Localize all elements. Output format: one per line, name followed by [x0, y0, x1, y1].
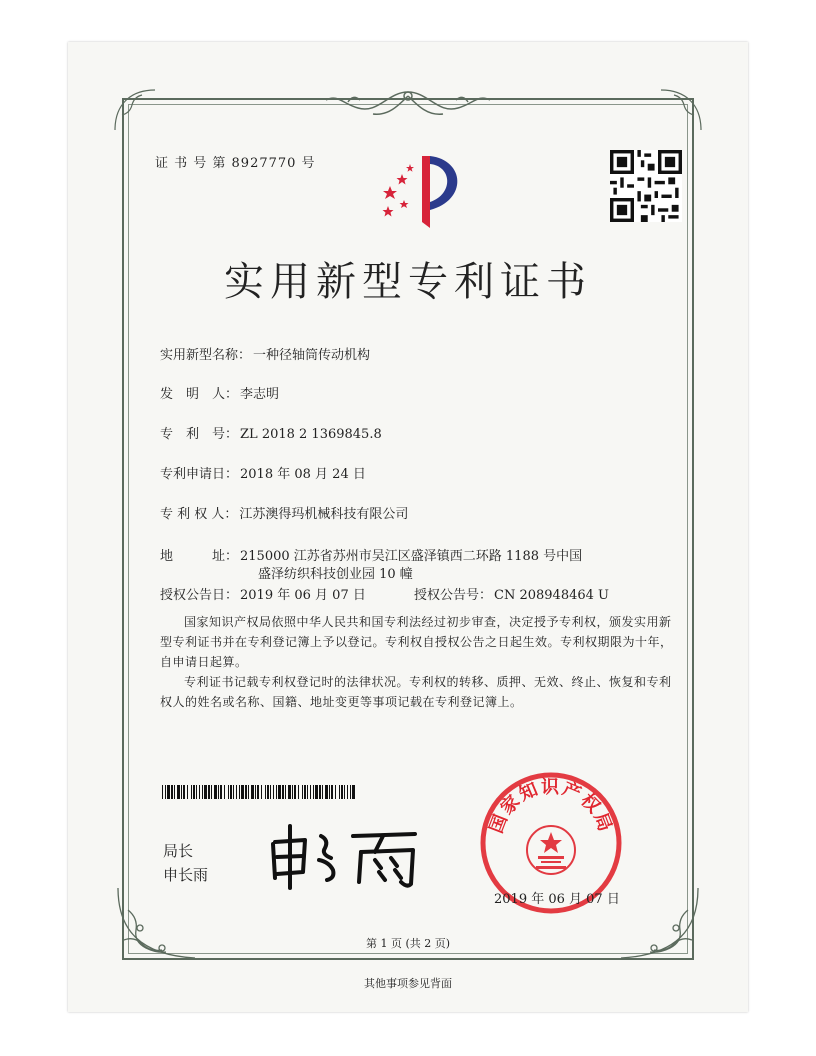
field-label: 专 利 权 人：	[160, 507, 238, 522]
field-address-line2: 盛泽纺织科技创业园 10 幢	[258, 567, 413, 582]
field-grant-number	[414, 584, 609, 603]
corner-ornament-icon	[616, 880, 706, 965]
field-value: 215000 江苏省苏州市吴江区盛泽镇西二环路 1188 号中国	[240, 549, 583, 564]
seal-date: 2019 年 06 月 07 日	[494, 892, 620, 907]
page-title: 实用新型专利证书	[224, 259, 592, 305]
field-patent-number	[160, 423, 382, 442]
field-value: 一种径轴筒传动机构	[253, 348, 371, 363]
director-title: 局长	[163, 842, 194, 860]
field-label: 专 利 号：	[160, 427, 239, 442]
field-label: 授权公告日：	[160, 588, 239, 603]
field-value: CN 208948464 U	[494, 588, 609, 603]
paragraph-grant-statement: 国家知识产权局依照中华人民共和国专利法经过初步审查，决定授予专利权，颁发实用新型专利证书并在专利登记簿上予以登记。专利权自授权公告之日起生效。专利权期限为十年，自申请日起算。	[160, 615, 673, 669]
field-patentee	[160, 503, 408, 522]
svg-text:国家知识产权局	[486, 776, 616, 836]
field-label: 发 明 人：	[160, 387, 239, 402]
corner-ornament-icon	[656, 85, 706, 135]
footer-note: 其他事项参见背面	[364, 977, 452, 990]
field-value: 江苏澳得玛机械科技有限公司	[239, 507, 409, 522]
field-address	[160, 545, 582, 564]
signature-icon	[265, 822, 435, 892]
page-number: 第 1 页 (共 2 页)	[365, 937, 451, 950]
field-label: 专利申请日：	[160, 467, 239, 482]
field-inventor	[160, 383, 279, 402]
corner-ornament-icon	[110, 85, 160, 135]
corner-ornament-icon	[110, 880, 200, 965]
field-value: 李志明	[240, 387, 280, 402]
field-value: ZL 2018 2 1369845.8	[240, 427, 382, 442]
qr-code-icon	[610, 150, 682, 222]
top-ornament-icon	[318, 86, 498, 120]
field-label: 授权公告号：	[414, 588, 493, 603]
field-grant-date	[160, 584, 366, 603]
field-application-date	[160, 463, 366, 482]
certificate-number: 证 书 号 第 8927770 号	[155, 156, 316, 171]
field-value: 2019 年 06 月 07 日	[240, 588, 366, 603]
field-value: 2018 年 08 月 24 日	[240, 467, 366, 482]
seal-text: 国家知识产权局	[485, 776, 617, 837]
patent-logo-icon	[370, 152, 470, 232]
field-utility-model-name	[160, 344, 370, 363]
director-name: 申长雨	[163, 866, 209, 884]
barcode-icon	[162, 785, 358, 799]
paragraph-legal-status: 专利证书记载专利权登记时的法律状况。专利权的转移、质押、无效、终止、恢复和专利权人的姓名或名称、国籍、地址变更等事项记载在专利登记簿上。	[160, 675, 672, 709]
field-label: 地 址：	[160, 549, 239, 564]
field-label: 实用新型名称：	[160, 348, 252, 363]
